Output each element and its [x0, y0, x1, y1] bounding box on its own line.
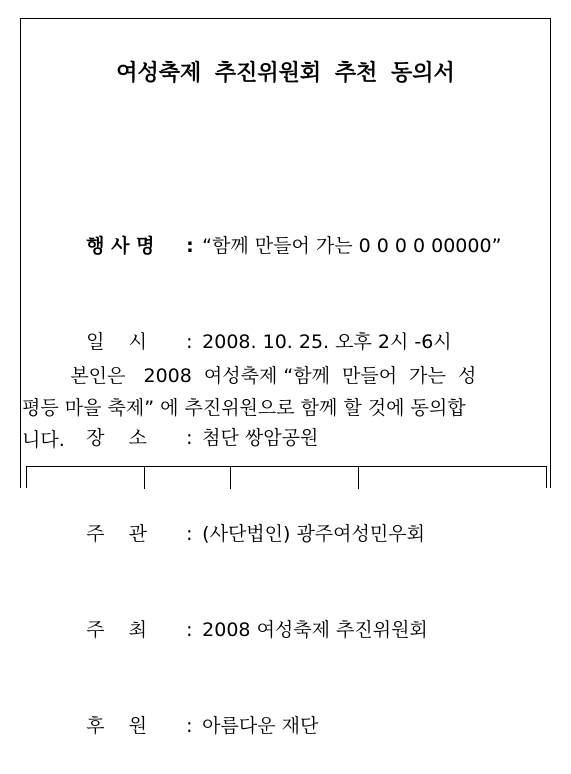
table-column-divider — [358, 467, 359, 489]
detail-value: 2008. 10. 25. 오후 2시 -6시 — [202, 331, 452, 353]
detail-row-date — [62, 294, 501, 353]
detail-value: 2008 여성축제 추진위원회 — [202, 619, 428, 641]
detail-label: 후 원 — [86, 715, 148, 737]
detail-label: 일 시 — [86, 331, 148, 353]
detail-colon: : — [186, 715, 193, 737]
detail-value: (사단법인) 광주여성민우회 — [202, 523, 425, 545]
detail-value: 첨단 쌍암공원 — [202, 427, 319, 449]
detail-row-organizer — [62, 486, 501, 545]
table-column-divider — [230, 467, 231, 489]
detail-row-host — [62, 582, 501, 641]
detail-colon: : — [186, 331, 193, 353]
paragraph-line: 본인은 2008 여성축제 “함께 만들어 가는 성 — [22, 365, 477, 387]
consent-paragraph — [22, 360, 549, 456]
document-title: 여성축제 추진위원회 추천 동의서 — [116, 61, 455, 86]
paragraph-line: 평등 마을 축제” 에 추진위원으로 함께 할 것에 동의합 — [22, 397, 466, 419]
detail-colon: : — [186, 619, 193, 641]
detail-row-sponsor — [62, 678, 501, 737]
detail-colon: : — [186, 235, 194, 257]
detail-row-event-name — [62, 198, 502, 257]
table-column-divider — [144, 467, 145, 489]
detail-colon: : — [186, 523, 193, 545]
detail-label: 주 최 — [86, 619, 148, 641]
signature-table — [26, 466, 547, 488]
detail-colon: : — [186, 427, 193, 449]
detail-label: 장 소 — [86, 427, 148, 449]
detail-label: 주 관 — [86, 523, 148, 545]
detail-value: “함께 만들어 가는 0 0 0 0 00000” — [202, 235, 502, 257]
detail-value: 아름다운 재단 — [202, 715, 319, 737]
paragraph-line: 니다. — [22, 429, 65, 451]
detail-label: 행 사 명 — [86, 235, 155, 257]
